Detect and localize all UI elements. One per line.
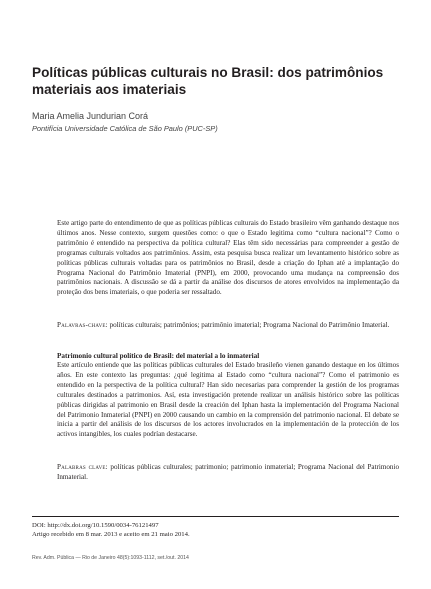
keywords-text: políticas públicas culturales; patrimonio; patrimonio inmaterial; Programa Nacional del Patrimonio Inmaterial. (57, 463, 399, 481)
keywords-text: políticas culturais; patrimônios; patrimônio imaterial; Programa Nacional do Patrimônio Imaterial. (109, 321, 390, 329)
doi-link[interactable]: DOI: http://dx.doi.org/10.1590/0034-76121497 (32, 522, 159, 529)
author-name: Maria Amelia Jundurian Corá (32, 111, 149, 121)
keywords-label: Palavras-chave: (57, 321, 108, 329)
keywords-spanish (57, 463, 399, 483)
footnote-divider (32, 516, 399, 517)
author-affiliation: Pontifícia Universidade Católica de São Paulo (PUC-SP) (32, 124, 218, 133)
article-title: Políticas públicas culturais no Brasil: dos patrimônios materiais aos imateriais (32, 65, 384, 97)
keywords-label: Palabras clave: (57, 463, 108, 471)
journal-footer: Rev. Adm. Pública — Rio de Janeiro 48(5):1093-1112, set./out. 2014 (32, 555, 189, 561)
keywords-portuguese (57, 321, 399, 331)
abstract-spanish-title: Patrimonio cultural político de Brasil: del material a lo inmaterial (57, 352, 260, 360)
abstract-spanish: Este artículo entiende que las políticas públicas culturales del Estado brasileño vienen ganando destaque en los últimos años. En este contexto las preguntas: ¿qué legitima al Estado como “cultura nacional”? Como el patrimonio es entendido en la perspectiva de la política cultural? Han sido necesarias para comprender la gestión de los programas culturales destinados a patrimonios. Así, esta investigación pretende realizar un análisis histórico sobre las políticas públicas dirigidas al patrimonio en Brasil desde la creación del Iphan hasta la implementación del Programa Nacional del Patrimonio Inmaterial (PNPI) en 2000 causando un cambio en la comprensión del patrimonio nacional. El debate se inicia a partir del análisis de los discursos de los actores involucrados en la implementación de la protección de los activos intangibles, los cuales podrían destacarse. (57, 361, 399, 439)
submission-dates: Artigo recebido em 8 mar. 2013 e aceito em 21 maio 2014. (32, 531, 190, 538)
abstract-portuguese: Este artigo parte do entendimento de que as políticas públicas culturais do Estado brasileiro vêm ganhando destaque nos últimos anos. Nesse contexto, surgem questões como: o que o Estado legitima como “cultura nacional”? Como o patrimônio é entendido na perspectiva da política cultural? Elas têm sido necessárias para compreender a gestão de programas culturais voltados aos patrimônios. Assim, esta pesquisa busca realizar um levantamento histórico sobre as políticas públicas culturais voltadas para os patrimônios no Brasil, desde a criação do Iphan até a implantação do Programa Nacional do Patrimônio Imaterial (PNPI), em 2000, provocando uma mudança na compreensão dos patrimônios nacionais. A discussão se dá a partir da análise dos discursos de atores envolvidos na implementação da proteção dos bens imateriais, o que poderia ser ressaltado. (57, 219, 399, 297)
